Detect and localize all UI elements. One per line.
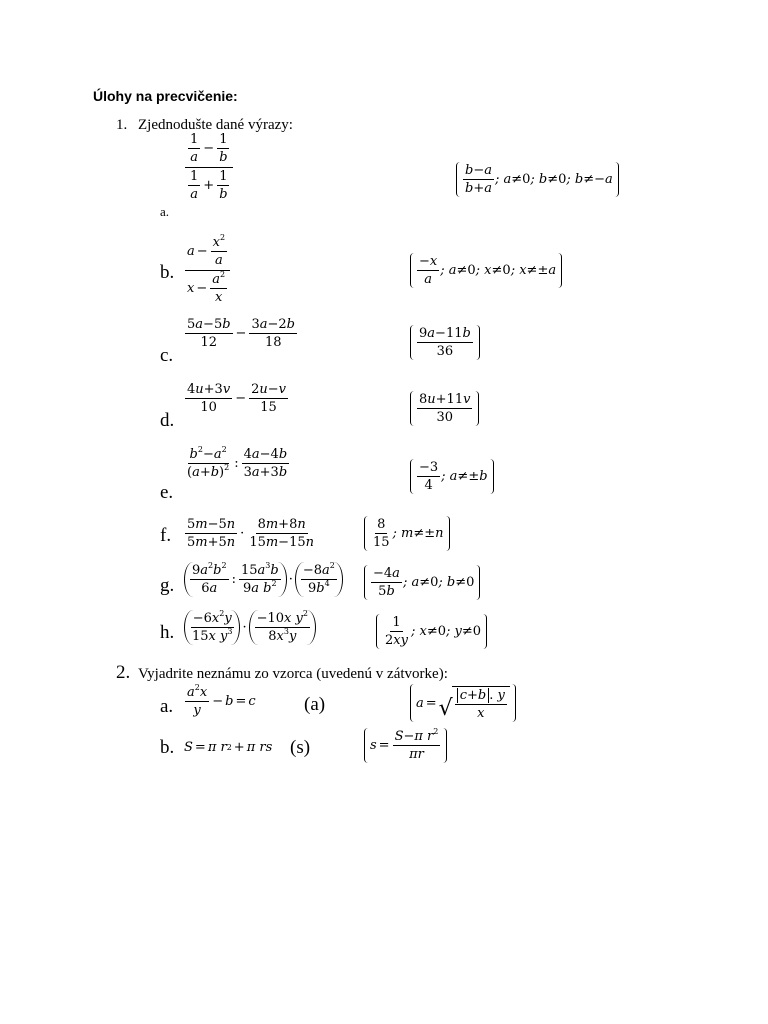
answer-1a: b−a b+a ; a≠0; b≠0; b≠−a xyxy=(456,162,619,197)
expression-1h: $-6x^2y$ 15x $y^3$ · −10x $y^2$ $8x^3y$ xyxy=(184,610,316,645)
item-1b-label: b. xyxy=(160,262,175,283)
answer-1c: 9a−11b 36 xyxy=(410,325,480,360)
expression-1f: 5m−5n 5m+5n · 8m+8n 15m−15n xyxy=(187,517,315,550)
task-2-instruction: Vyjadrite neznámu zo vzorca (uvedenú v zátvorke): xyxy=(138,666,448,682)
answer-1h: 1 2xy ; x≠0; y≠0 xyxy=(376,614,487,649)
item-1a-label: a. xyxy=(160,204,170,219)
task-1-number: 1. xyxy=(116,117,128,133)
item-1f-label: f. xyxy=(160,525,172,546)
item-1h-label: h. xyxy=(160,622,175,643)
answer-2b: s = $\frac{S-\pi r^2}{\pi r}$ xyxy=(364,728,447,763)
answer-1e: −3 4 ; a≠±b xyxy=(410,459,494,494)
answer-1d: 8u+11v 30 xyxy=(410,391,479,426)
answer-1f: 8 15 ; m≠±n xyxy=(364,516,450,551)
answer-2a: a = √ c+b . y x xyxy=(410,684,516,722)
item-1d-label: d. xyxy=(160,410,175,431)
item-2a-label: a. xyxy=(160,696,174,717)
expression-1g: $9a^2b^2$ 6a : $15a^3b$ 9a $b^2$ · $-8a^2$ $9b^4$ xyxy=(184,562,343,597)
expression-1b: a − $\frac{x^2}{a}$ x − $\frac{a^2}{x}$ xyxy=(184,236,231,304)
expression-1a: $\frac{1}{a}$ − $\frac{1}{b}$ $\frac{1}{a}$ + $\frac{1}{b}$ xyxy=(184,133,234,201)
item-2b-label: b. xyxy=(160,737,175,758)
task-2-number: 2. xyxy=(116,662,131,683)
expression-1e: $b^2-a^2$ $(a+b)^2$ : 4a−4b 3a+3b xyxy=(187,445,288,480)
item-1g-label: g. xyxy=(160,575,175,596)
item-1e-label: e. xyxy=(160,482,174,503)
expression-1c: 5a−5b 12 − $\frac{3a-2b}{18}$ xyxy=(187,317,295,350)
expression-1d: 4u+3v 10 − $\frac{2u-v}{15}$ xyxy=(187,382,286,415)
unknown-2b: (s) xyxy=(290,737,311,758)
formula-2b: S = π r 2 + π rs xyxy=(184,740,273,755)
answer-1b: −x a ; a≠0; x≠0; x≠±a xyxy=(410,253,562,288)
answer-1g: −4a 5b ; a≠0; b≠0 xyxy=(364,565,480,600)
formula-2a: $a^2x$ y − b = c xyxy=(187,683,256,718)
item-1c-label: c. xyxy=(160,345,174,366)
task-1-instruction: Zjednodušte dané výrazy: xyxy=(138,117,293,133)
unknown-2a: (a) xyxy=(304,694,326,715)
page-title: Úlohy na precvičenie: xyxy=(93,88,238,104)
